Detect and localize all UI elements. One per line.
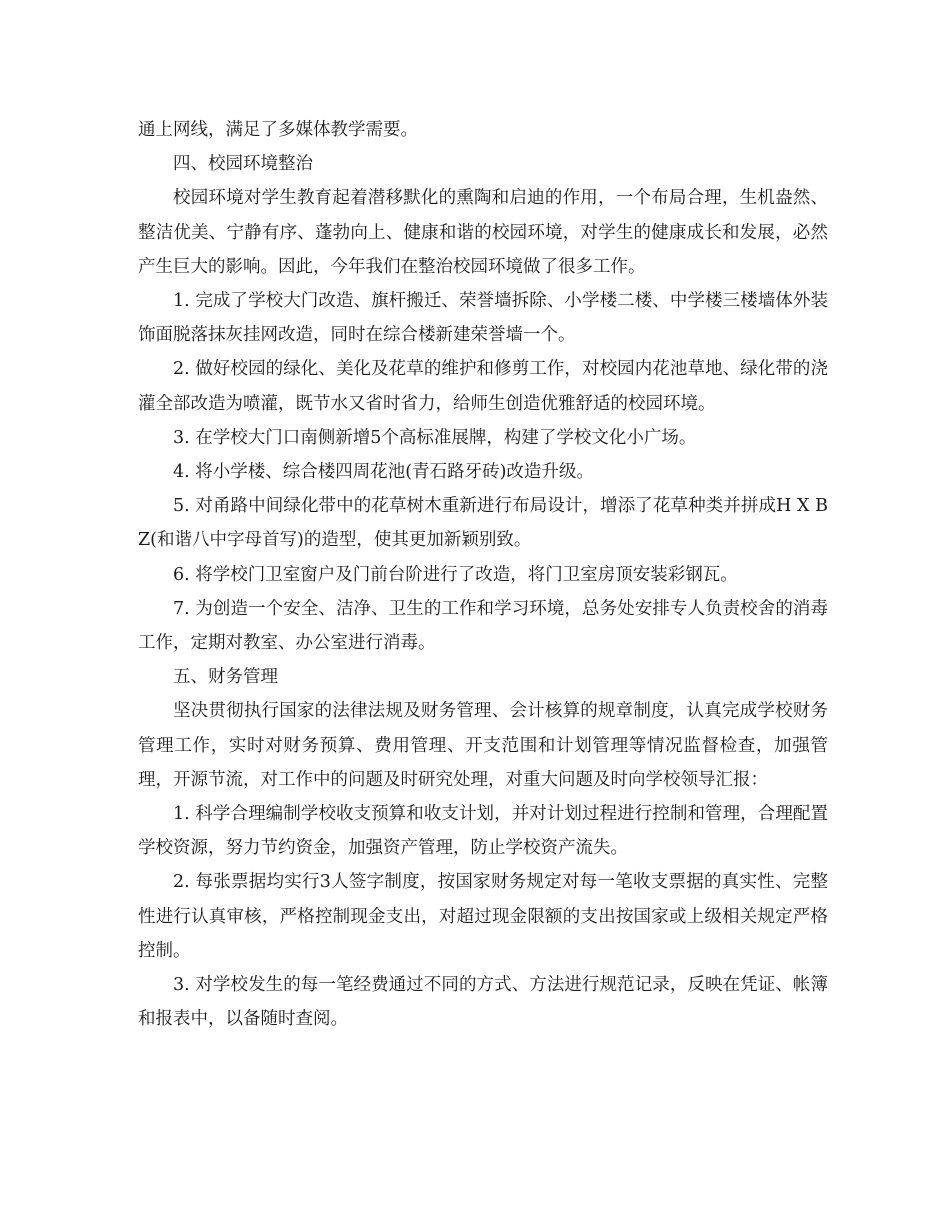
list-item: 6. 将学校门卫室窗户及门前台阶进行了改造，将门卫室房顶安装彩钢瓦。 <box>173 564 738 585</box>
section-heading-campus-environment: 四、校园环境整治 <box>173 154 313 175</box>
list-item: 3. 对学校发生的每一笔经费通过不同的方式、方法进行规范记录，反映在凭证、帐簿和报表中，以备随时查阅。 <box>138 975 828 1030</box>
list-item: 4. 将小学楼、综合楼四周花池(青石路牙砖)改造升级。 <box>173 462 594 483</box>
paragraph: 坚决贯彻执行国家的法律法规及财务管理、会计核算的规章制度，认真完成学校财务管理工作，实时对财务预算、费用管理、开支范围和计划管理等情况监督检查，加强管理，开源节流，对工作中的问题及时研究处理，对重大问题及时向学校领导汇报： <box>138 701 828 790</box>
list-item: 1. 完成了学校大门改造、旗杆搬迁、荣誉墙拆除、小学楼二楼、中学楼三楼墙体外装饰面脱落抹灰挂网改造，同时在综合楼新建荣誉墙一个。 <box>138 291 828 346</box>
document-body <box>138 113 828 1036</box>
section-heading-financial-management: 五、财务管理 <box>173 667 278 688</box>
list-item: 5. 对甬路中间绿化带中的花草树木重新进行布局设计，增添了花草种类并拼成H X B Z(和谐八中字母首写)的造型，使其更加新颖别致。 <box>138 496 828 551</box>
list-item: 7. 为创造一个安全、洁净、卫生的工作和学习环境，总务处安排专人负责校舍的消毒工作，定期对教室、办公室进行消毒。 <box>138 598 828 654</box>
paragraph: 通上网线，满足了多媒体教学需要。 <box>138 120 418 140</box>
paragraph: 校园环境对学生教育起着潜移默化的熏陶和启迪的作用，一个布局合理，生机盎然、整洁优美、宁静有序、蓬勃向上、健康和谐的校园环境，对学生的健康成长和发展，必然产生巨大的影响。因此，今年我们在整治校园环境做了很多工作。 <box>138 188 828 277</box>
list-item: 3. 在学校大门口南侧新增5个高标准展牌，构建了学校文化小广场。 <box>173 427 697 448</box>
list-item: 2. 做好校园的绿化、美化及花草的维护和修剪工作，对校园内花池草地、绿化带的浇灌全部改造为喷灌，既节水又省时省力，给师生创造优雅舒适的校园环境。 <box>138 359 828 414</box>
list-item: 1. 科学合理编制学校收支预算和收支计划，并对计划过程进行控制和管理，合理配置学校资源，努力节约资金，加强资产管理，防止学校资产流失。 <box>138 804 828 859</box>
list-item: 2. 每张票据均实行3人签字制度，按国家财务规定对每一笔收支票据的真实性、完整性进行认真审核，严格控制现金支出，对超过现金限额的支出按国家或上级相关规定严格控制。 <box>138 872 828 961</box>
